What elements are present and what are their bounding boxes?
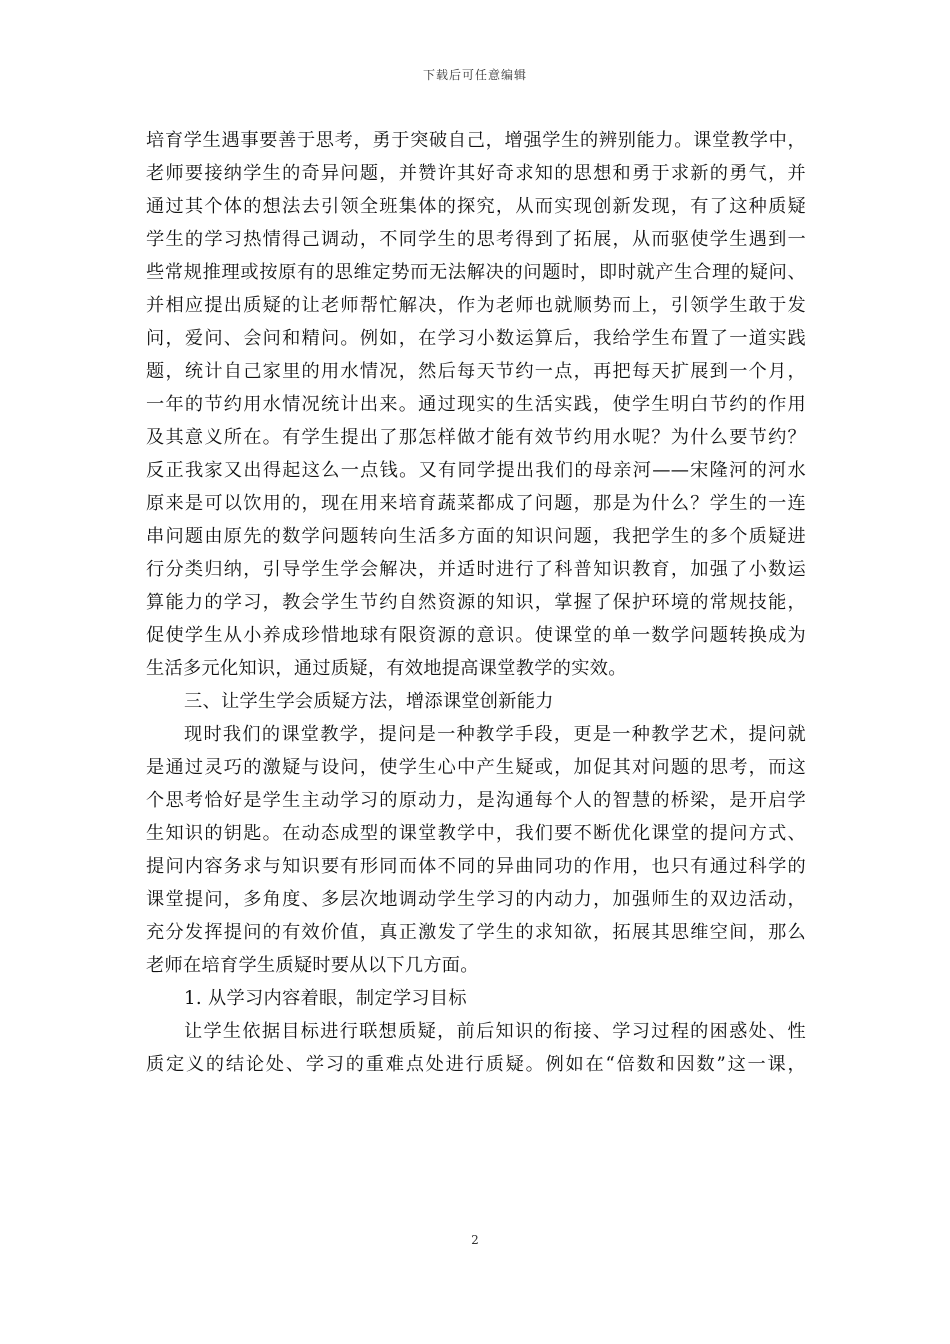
text-line: 充分发挥提问的有效价值，真正激发了学生的求知欲，拓展其思维空间，那么 [146,922,806,943]
text-line: 促使学生从小养成珍惜地球有限资源的意识。使课堂的单一数学问题转换成为 [146,625,806,646]
text-line: 串问题由原先的数学问题转向生活多方面的知识问题，我把学生的多个质疑进 [146,526,806,547]
text-line: 现时我们的课堂教学，提问是一种教学手段，更是一种教学艺术，提问就 [184,724,806,745]
text-line: 问，爱问、会问和精问。例如，在学习小数运算后，我给学生布置了一道实践 [146,328,806,349]
text-line: 是通过灵巧的激疑与设问，使学生心中产生疑或，加促其对问题的思考，而这 [146,757,806,778]
text-line: 并相应提出质疑的让老师帮忙解决，作为老师也就顺势而上，引领学生敢于发 [146,295,806,316]
text-line: 质定义的结论处、学习的重难点处进行质疑。例如在“倍数和因数”这一课， [146,1054,806,1075]
text-line: 算能力的学习，教会学生节约自然资源的知识，掌握了保护环境的常规技能， [146,592,806,613]
paragraph-5 [146,1015,806,1081]
subsection-heading [146,982,806,1015]
paragraph-3 [146,718,806,982]
text-line: 1. 从学习内容着眼，制定学习目标 [184,988,467,1009]
section-heading [146,685,806,718]
text-line: 些常规推理或按原有的思维定势而无法解决的问题时，即时就产生合理的疑问、 [146,262,806,283]
text-line: 生知识的钥匙。在动态成型的课堂教学中，我们要不断优化课堂的提问方式、 [146,823,806,844]
page-header: 下载后可任意编辑 [422,68,527,82]
text-line: 学生的学习热情得己调动，不同学生的思考得到了拓展，从而驱使学生遇到一 [146,229,806,250]
page-number: 2 [471,1233,479,1247]
document-body [146,124,806,1081]
text-line: 培育学生遇事要善于思考，勇于突破自己，增强学生的辨别能力。课堂教学中， [146,130,806,151]
text-line: 老师要接纳学生的奇异问题，并赞许其好奇求知的思想和勇于求新的勇气，并 [146,163,806,184]
text-line: 三、让学生学会质疑方法，增添课堂创新能力 [184,691,554,712]
text-line: 老师在培育学生质疑时要从以下几方面。 [146,955,479,976]
text-line: 通过其个体的想法去引领全班集体的探究，从而实现创新发现，有了这种质疑 [146,196,806,217]
text-line: 课堂提问，多角度、多层次地调动学生学习的内动力，加强师生的双边活动， [146,889,806,910]
text-line: 题，统计自己家里的用水情况，然后每天节约一点，再把每天扩展到一个月， [146,361,806,382]
text-line: 行分类归纳，引导学生学会解决，并适时进行了科普知识教育，加强了小数运 [146,559,806,580]
text-line: 生活多元化知识，通过质疑，有效地提高课堂教学的实效。 [146,658,627,679]
text-line: 及其意义所在。有学生提出了那怎样做才能有效节约用水呢？为什么要节约？ [146,427,806,448]
text-line: 原来是可以饮用的，现在用来培育蔬菜都成了问题，那是为什么？学生的一连 [146,493,806,514]
text-line: 让学生依据目标进行联想质疑，前后知识的衔接、学习过程的困惑处、性 [184,1021,806,1042]
text-line: 个思考恰好是学生主动学习的原动力，是沟通每个人的智慧的桥梁，是开启学 [146,790,806,811]
paragraph-1 [146,124,806,685]
text-line: 反正我家又出得起这么一点钱。又有同学提出我们的母亲河——宋隆河的河水 [146,460,806,481]
text-line: 提问内容务求与知识要有形同而体不同的异曲同功的作用，也只有通过科学的 [146,856,806,877]
text-line: 一年的节约用水情况统计出来。通过现实的生活实践，使学生明白节约的作用 [146,394,806,415]
